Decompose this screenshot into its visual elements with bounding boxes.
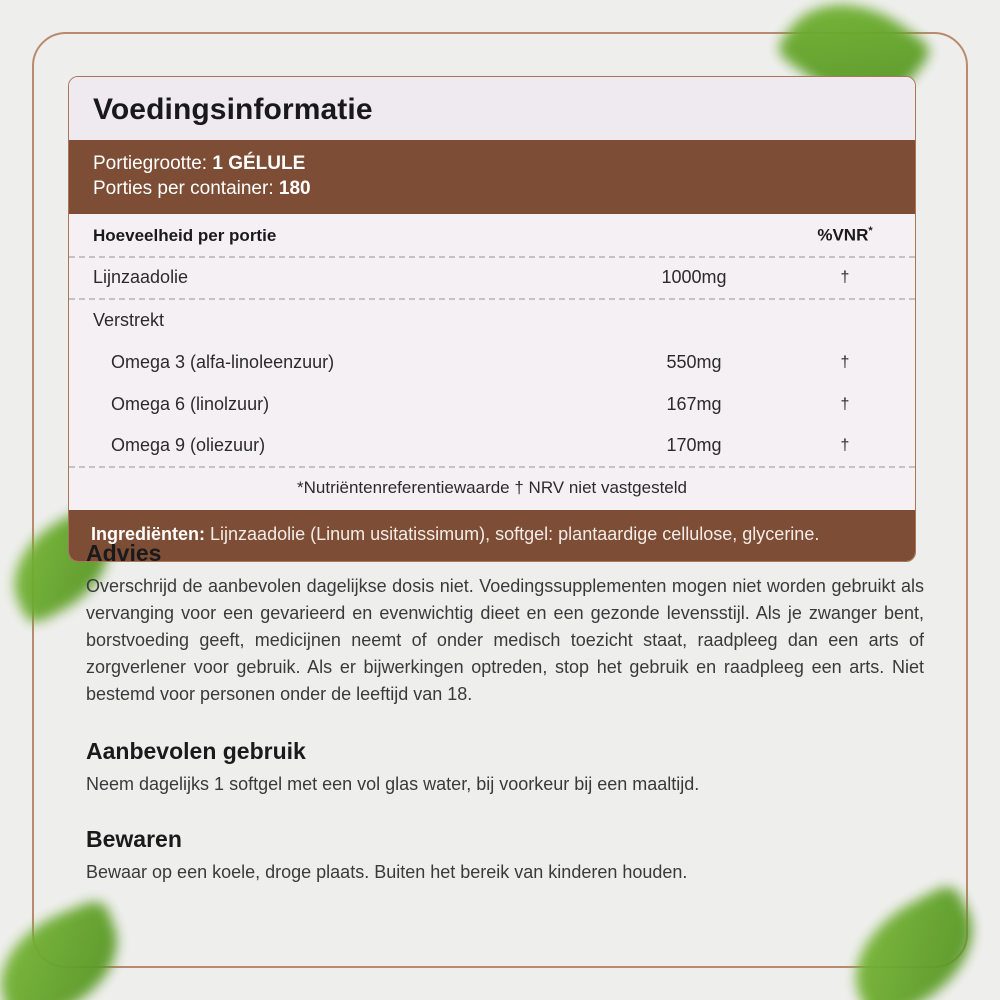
- nutrition-facts-card: [68, 76, 916, 562]
- serving-size-line: [93, 151, 891, 176]
- serving-info-band: [69, 140, 915, 214]
- nutrient-amount: 550mg: [666, 352, 722, 373]
- nutrient-name: Omega 6 (linolzuur): [111, 394, 270, 415]
- column-header-daily-value: [799, 225, 891, 246]
- nutrient-name: Verstrekt: [93, 310, 165, 331]
- serving-size-value: 1 GÉLULE: [212, 153, 306, 174]
- table-row: [69, 342, 915, 384]
- page-title: Voedingsinformatie: [93, 93, 373, 126]
- servings-per-container-value: 180: [278, 178, 311, 200]
- table-row: [69, 258, 915, 300]
- nutrient-daily-value: †: [840, 436, 850, 454]
- column-header-daily-value-text: %VNR: [817, 225, 869, 245]
- column-header-amount: Hoeveelheid per portie: [93, 225, 277, 245]
- nutrition-title-band: [69, 77, 915, 140]
- nutrient-name: Omega 9 (oliezuur): [111, 435, 266, 456]
- section-heading: Advies: [86, 540, 162, 566]
- nutrient-amount: 1000mg: [661, 267, 727, 288]
- table-header-row: [69, 214, 915, 258]
- table-row: [69, 300, 915, 342]
- nutrient-name: Lijnzaadolie: [93, 267, 189, 288]
- serving-size-label: Portiegrootte:: [93, 153, 208, 174]
- nutrient-daily-value: †: [840, 268, 850, 286]
- nutrient-name: Omega 3 (alfa-linoleenzuur): [111, 352, 335, 373]
- instructions-sections: [86, 540, 924, 896]
- section-advies: [86, 540, 924, 708]
- ingredients-label: Ingrediënten:: [91, 523, 206, 544]
- nutrient-amount: 167mg: [666, 394, 722, 415]
- table-row: [69, 426, 915, 468]
- section-bewaren: [86, 826, 924, 886]
- nutrient-table-body: [69, 258, 915, 468]
- section-body: Bewaar op een koele, droge plaats. Buiten het bereik van kinderen houden.: [86, 862, 688, 882]
- servings-per-container-label: Porties per container:: [93, 178, 274, 200]
- section-gebruik: [86, 738, 924, 798]
- table-row: [69, 384, 915, 426]
- nutrient-daily-value: †: [840, 353, 850, 371]
- servings-per-container-line: [93, 176, 891, 201]
- column-header-asterisk: *: [868, 225, 873, 238]
- ingredients-text: Lijnzaadolie (Linum usitatissimum), softgel: plantaardige cellulose, glycerine.: [210, 523, 820, 544]
- table-footnote: *Nutriëntenreferentiewaarde † NRV niet vastgesteld: [69, 468, 915, 510]
- section-body: Overschrijd de aanbevolen dagelijkse dosis niet. Voedingssupplementen mogen niet worden gebruikt als vervanging voor een gevarieerd en evenwichtig dieet en een gezonde levensstijl. Als je zwanger bent, borstvoeding geeft, medicijnen neemt of onder medisch toezicht staat, raadpleeg dan een arts of zorgverlener voor gebruik. Als er bijwerkingen optreden, stop het gebruik en raadpleeg een arts. Niet bestemd voor personen onder de leeftijd van 18.: [86, 576, 924, 704]
- section-heading: Bewaren: [86, 826, 182, 852]
- section-body: Neem dagelijks 1 softgel met een vol glas water, bij voorkeur bij een maaltijd.: [86, 774, 700, 794]
- nutrient-daily-value: †: [840, 395, 850, 413]
- nutrient-amount: 170mg: [666, 435, 722, 456]
- section-heading: Aanbevolen gebruik: [86, 738, 306, 764]
